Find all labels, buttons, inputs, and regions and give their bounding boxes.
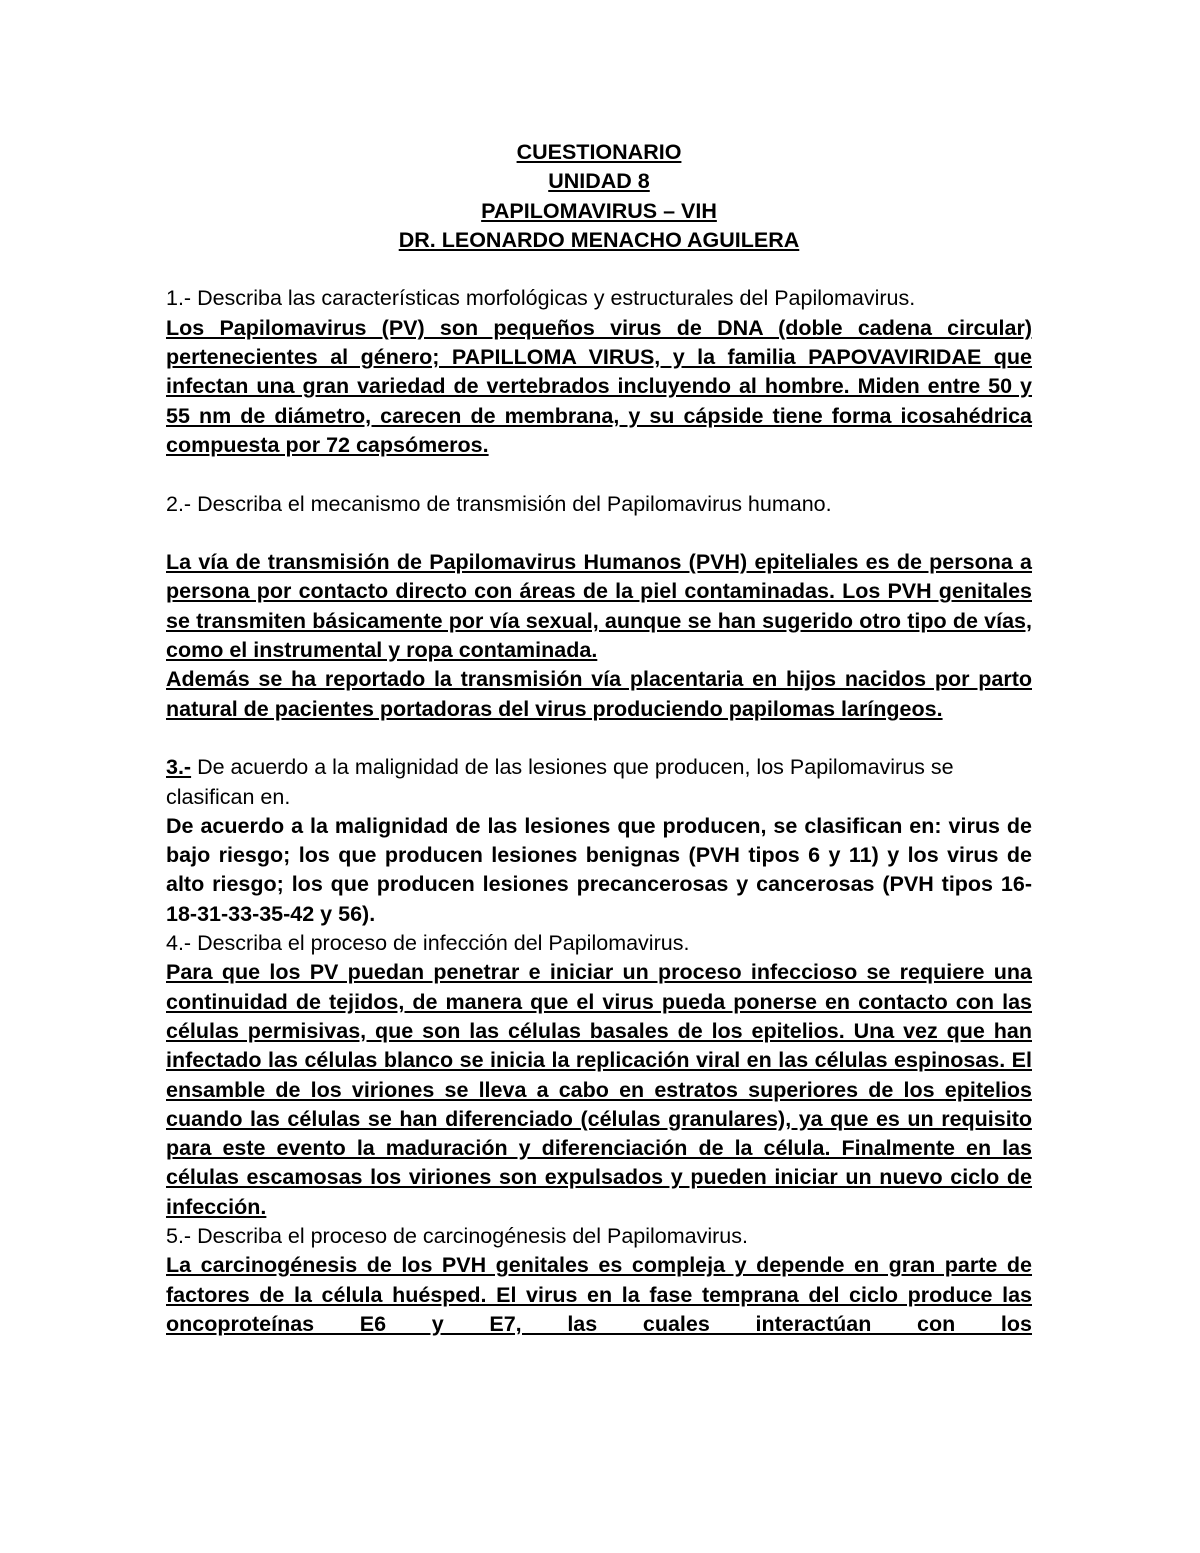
question-4: 4.- Describa el proceso de infección del Papilomavirus. xyxy=(166,931,690,956)
answer-2-paragraph-1: La vía de transmisión de Papilomavirus Humanos (PVH) epiteliales es de persona a persona por contacto directo con áreas de la piel contaminadas. Los PVH genitales se transmiten básicamente por vía sexual, aunque se han sugerido otro tipo de vías, como el instrumental y ropa contaminada. xyxy=(166,550,1032,663)
document-content xyxy=(166,138,1032,1339)
title-line-4: DR. LEONARDO MENACHO AGUILERA xyxy=(398,227,800,252)
answer-4: Para que los PV puedan penetrar e iniciar un proceso infeccioso se requiere una continuidad de tejidos, de manera que el virus pueda ponerse en contacto con las células permisivas, que son las células basales de los epitelios. Una vez que han infectado las células blanco se inicia la replicación viral en las células espinosas. El ensamble de los viriones se lleva a cabo en estratos superiores de los epitelios cuando las células se han diferenciado (células granulares), ya que es un requisito para este evento la maduración y diferenciación de la célula. Finalmente en las células escamosas los viriones son expulsados y pueden iniciar un nuevo ciclo de infección. xyxy=(166,960,1032,1219)
question-3-number: 3.- xyxy=(166,755,192,780)
answer-2-paragraph-2: Además se ha reportado la transmisión vía placentaria en hijos nacidos por parto natural de pacientes portadoras del virus produciendo papilomas laríngeos. xyxy=(166,667,1032,721)
title-block xyxy=(166,138,1032,255)
answer-1: Los Papilomavirus (PV) son pequeños virus de DNA (doble cadena circular) pertenecientes al género; PAPILLOMA VIRUS, y la familia PAPOVAVIRIDAE que infectan una gran variedad de vertebrados incluyendo al hombre. Miden entre 50 y 55 nm de diámetro, carecen de membrana, y su cápside tiene forma icosahédrica compuesta por 72 capsómeros. xyxy=(166,315,1032,457)
spacer xyxy=(166,519,1032,548)
spacer xyxy=(166,255,1032,284)
title-line-3: PAPILOMAVIRUS – VIH xyxy=(481,198,717,223)
title-line-2: UNIDAD 8 xyxy=(548,169,650,194)
question-5: 5.- Describa el proceso de carcinogénesis del Papilomavirus. xyxy=(166,1223,748,1248)
answer-3: De acuerdo a la malignidad de las lesiones que producen, se clasifican en: virus de bajo riesgo; los que producen lesiones benignas (PVH tipos 6 y 11) y los virus de alto riesgo; los que producen lesiones precancerosas y cancerosas (PVH tipos 16-18-31-33-35-42 y 56). xyxy=(166,813,1032,926)
question-3 xyxy=(166,753,1032,812)
question-3-text: De acuerdo a la malignidad de las lesiones que producen, los Papilomavirus se clasifican en. xyxy=(166,755,954,809)
question-1: 1.- Describa las características morfológicas y estructurales del Papilomavirus. xyxy=(166,286,916,311)
answer-5: La carcinogénesis de los PVH genitales es compleja y depende en gran parte de factores de la célula huésped. El virus en la fase temprana del ciclo produce las oncoproteínas E6 y E7, las cuales interactúan con los xyxy=(166,1253,1032,1336)
question-2: 2.- Describa el mecanismo de transmisión del Papilomavirus humano. xyxy=(166,491,832,516)
spacer xyxy=(166,460,1032,489)
spacer xyxy=(166,724,1032,753)
title-line-1: CUESTIONARIO xyxy=(516,140,682,164)
